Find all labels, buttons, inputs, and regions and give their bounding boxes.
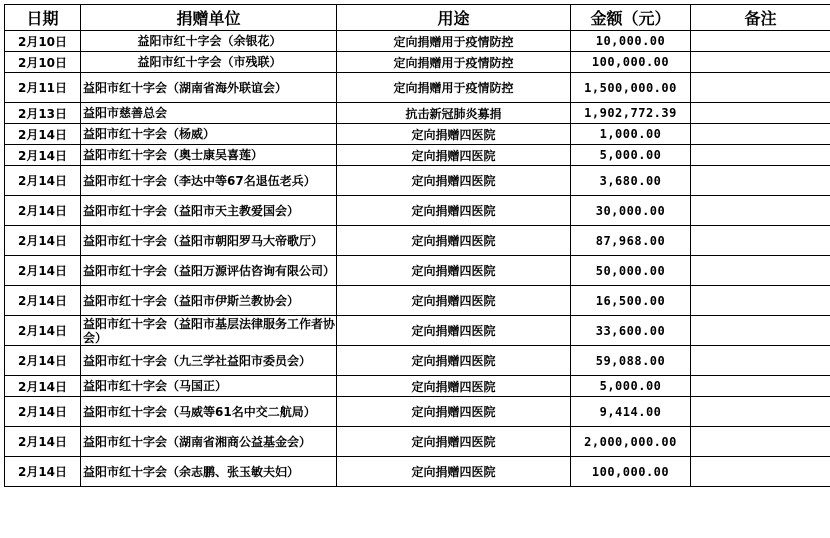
row-amount: 50,000.00 — [571, 256, 691, 286]
row-date: 2月13日 — [5, 103, 81, 124]
row-donor-text: 益阳市红十字会（市残联） — [137, 55, 282, 69]
row-donor-text: 益阳市红十字会（余志鹏、张玉敏夫妇） — [83, 464, 300, 479]
table-row — [5, 145, 830, 166]
header-note: 备注 — [691, 5, 830, 31]
row-donor-text: 益阳市红十字会（湖南省海外联谊会） — [83, 80, 288, 95]
row-amount: 10,000.00 — [571, 31, 691, 52]
row-amount: 30,000.00 — [571, 196, 691, 226]
table-row — [5, 52, 830, 73]
row-donor — [81, 376, 337, 397]
table-row — [5, 103, 830, 124]
table-row — [5, 166, 830, 196]
row-amount: 2,000,000.00 — [571, 427, 691, 457]
row-purpose: 定向捐赠四医院 — [337, 196, 571, 226]
row-note — [691, 103, 830, 124]
row-purpose: 定向捐赠四医院 — [337, 286, 571, 316]
row-donor-text: 益阳市红十字会（益阳市基层法律服务工作者协会） — [83, 316, 336, 345]
row-amount: 59,088.00 — [571, 346, 691, 376]
row-donor — [81, 124, 337, 145]
table-row — [5, 73, 830, 103]
row-amount: 1,500,000.00 — [571, 73, 691, 103]
table-row — [5, 346, 830, 376]
row-donor-text: 益阳市红十字会（益阳市伊斯兰教协会） — [83, 293, 300, 308]
row-amount: 5,000.00 — [571, 145, 691, 166]
table-row — [5, 196, 830, 226]
table-row — [5, 124, 830, 145]
table-row — [5, 286, 830, 316]
row-date: 2月14日 — [5, 427, 81, 457]
row-donor-text: 益阳市红十字会（九三学社益阳市委员会） — [83, 353, 312, 368]
row-note — [691, 52, 830, 73]
table-row — [5, 316, 830, 346]
row-donor-text: 益阳市红十字会（杨威） — [83, 127, 216, 141]
row-note — [691, 145, 830, 166]
row-donor — [81, 256, 337, 286]
row-donor — [81, 457, 337, 487]
row-purpose: 定向捐赠四医院 — [337, 376, 571, 397]
row-note — [691, 256, 830, 286]
row-donor — [81, 316, 337, 346]
row-date: 2月14日 — [5, 397, 81, 427]
row-purpose: 定向捐赠四医院 — [337, 226, 571, 256]
row-amount: 33,600.00 — [571, 316, 691, 346]
row-purpose: 定向捐赠用于疫情防控 — [337, 31, 571, 52]
row-donor-text: 益阳市红十字会（益阳万源评估咨询有限公司） — [83, 263, 336, 278]
row-amount: 5,000.00 — [571, 376, 691, 397]
row-amount: 1,902,772.39 — [571, 103, 691, 124]
row-purpose: 定向捐赠四医院 — [337, 457, 571, 487]
row-purpose: 定向捐赠四医院 — [337, 166, 571, 196]
row-date: 2月14日 — [5, 346, 81, 376]
row-note — [691, 376, 830, 397]
row-note — [691, 73, 830, 103]
row-note — [691, 124, 830, 145]
row-date: 2月14日 — [5, 376, 81, 397]
row-donor — [81, 397, 337, 427]
row-donor — [81, 226, 337, 256]
row-donor — [81, 73, 337, 103]
table-row — [5, 376, 830, 397]
row-note — [691, 196, 830, 226]
row-amount: 1,000.00 — [571, 124, 691, 145]
row-donor — [81, 346, 337, 376]
row-donor — [81, 145, 337, 166]
row-donor-text: 益阳市慈善总会 — [83, 106, 168, 120]
row-purpose: 定向捐赠四医院 — [337, 397, 571, 427]
row-date: 2月14日 — [5, 145, 81, 166]
row-note — [691, 226, 830, 256]
row-donor-text: 益阳市红十字会（益阳市朝阳罗马大帝歌厅） — [83, 233, 324, 248]
row-purpose: 抗击新冠肺炎募捐 — [337, 103, 571, 124]
row-amount: 3,680.00 — [571, 166, 691, 196]
header-purpose: 用途 — [337, 5, 571, 31]
row-purpose: 定向捐赠四医院 — [337, 316, 571, 346]
row-note — [691, 427, 830, 457]
row-donor-text: 益阳市红十字会（马国正） — [83, 379, 228, 393]
row-donor — [81, 427, 337, 457]
table-row — [5, 427, 830, 457]
row-date: 2月14日 — [5, 196, 81, 226]
table-row — [5, 226, 830, 256]
row-date: 2月14日 — [5, 316, 81, 346]
row-donor-text: 益阳市红十字会（湖南省湘商公益基金会） — [83, 434, 312, 449]
row-donor-text: 益阳市红十字会（李达中等67名退伍老兵） — [83, 173, 316, 188]
row-purpose: 定向捐赠四医院 — [337, 145, 571, 166]
row-amount: 100,000.00 — [571, 457, 691, 487]
row-note — [691, 316, 830, 346]
header-amount: 金额（元） — [571, 5, 691, 31]
row-note — [691, 457, 830, 487]
row-date: 2月10日 — [5, 31, 81, 52]
row-date: 2月11日 — [5, 73, 81, 103]
row-date: 2月14日 — [5, 457, 81, 487]
row-purpose: 定向捐赠四医院 — [337, 346, 571, 376]
row-date: 2月14日 — [5, 256, 81, 286]
row-purpose: 定向捐赠用于疫情防控 — [337, 73, 571, 103]
row-donor-text: 益阳市红十字会（益阳市天主教爱国会） — [83, 203, 300, 218]
row-amount: 16,500.00 — [571, 286, 691, 316]
row-amount: 87,968.00 — [571, 226, 691, 256]
row-donor — [81, 196, 337, 226]
row-amount: 100,000.00 — [571, 52, 691, 73]
table-row — [5, 397, 830, 427]
table-header-row — [5, 5, 830, 31]
row-amount: 9,414.00 — [571, 397, 691, 427]
row-donor — [81, 103, 337, 124]
row-purpose: 定向捐赠四医院 — [337, 256, 571, 286]
row-date: 2月14日 — [5, 166, 81, 196]
row-note — [691, 166, 830, 196]
row-donor-text: 益阳市红十字会（余银花） — [137, 34, 282, 48]
table-row — [5, 31, 830, 52]
table-row — [5, 457, 830, 487]
row-purpose: 定向捐赠四医院 — [337, 427, 571, 457]
row-date: 2月14日 — [5, 124, 81, 145]
donation-table — [4, 4, 830, 487]
row-note — [691, 286, 830, 316]
row-donor — [81, 166, 337, 196]
row-note — [691, 31, 830, 52]
row-date: 2月14日 — [5, 286, 81, 316]
table-row — [5, 256, 830, 286]
row-donor — [81, 286, 337, 316]
row-donor — [81, 52, 337, 73]
row-date: 2月10日 — [5, 52, 81, 73]
table-body — [5, 31, 830, 487]
row-donor — [81, 31, 337, 52]
row-note — [691, 397, 830, 427]
row-date: 2月14日 — [5, 226, 81, 256]
header-date: 日期 — [5, 5, 81, 31]
header-donor: 捐赠单位 — [81, 5, 337, 31]
row-purpose: 定向捐赠用于疫情防控 — [337, 52, 571, 73]
row-donor-text: 益阳市红十字会（马威等61名中交二航局） — [83, 404, 316, 419]
row-note — [691, 346, 830, 376]
row-purpose: 定向捐赠四医院 — [337, 124, 571, 145]
row-donor-text: 益阳市红十字会（奥士康吴喜莲） — [83, 148, 264, 162]
